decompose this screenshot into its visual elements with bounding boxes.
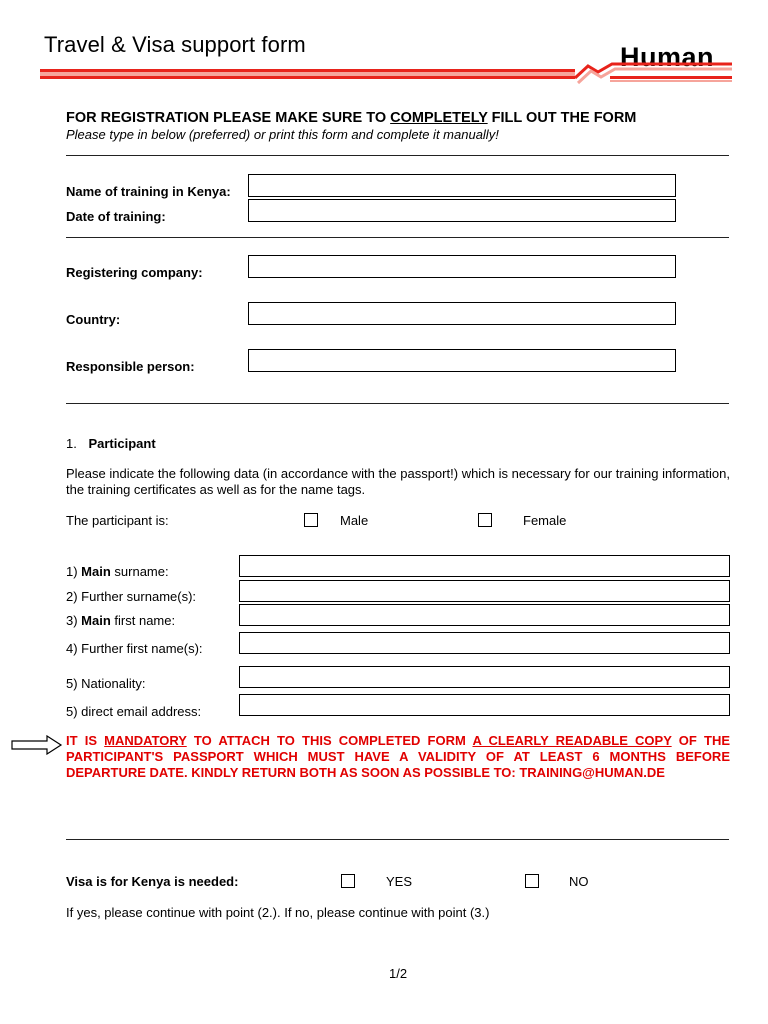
heading-text-start: FOR REGISTRATION PLEASE MAKE SURE TO (66, 110, 391, 126)
label-emphasis: Main (81, 564, 111, 579)
divider (66, 155, 729, 156)
visa-no-checkbox[interactable] (525, 874, 539, 888)
visa-continuation-note: If yes, please continue with point (2.). If no, please continue with point (3.) (66, 905, 490, 920)
training-name-field[interactable] (248, 174, 676, 197)
label-prefix: 5) direct email address: (66, 704, 202, 719)
country-label: Country: (66, 312, 121, 327)
main-surname-field[interactable] (239, 555, 730, 577)
email-label (66, 704, 201, 719)
training-date-field[interactable] (248, 199, 676, 222)
warning-text: OF THE PARTICIPANT'S PASSPORT WHICH MUST HAVE A VALIDITY OF AT LEAST 6 MONTHS BEFORE DEPARTURE DATE. KINDLY RETURN BOTH AS SOON AS POSSIBLE TO: TRAINING@HUMAN.DE (66, 733, 730, 780)
further-surnames-field[interactable] (239, 580, 730, 602)
participant-section-heading (66, 436, 156, 451)
email-field[interactable] (239, 694, 730, 716)
responsible-person-field[interactable] (248, 349, 676, 372)
male-label: Male (340, 513, 369, 528)
responsible-person-label: Responsible person: (66, 359, 195, 374)
label-prefix: 4) Further first name(s): (66, 641, 203, 656)
form-subheading: Please type in below (preferred) or print this form and complete it manually! (66, 127, 499, 142)
visa-needed-label: Visa is for Kenya is needed: (66, 874, 239, 889)
heading-text-end: FILL OUT THE FORM (487, 110, 637, 126)
main-first-name-field[interactable] (239, 604, 730, 626)
visa-no-label: NO (569, 874, 589, 889)
label-prefix: 2) Further surname(s): (66, 589, 197, 604)
divider (66, 237, 729, 238)
warning-emphasis: A CLEARLY READABLE COPY (472, 733, 672, 748)
label-emphasis: Main (81, 613, 111, 628)
form-heading (66, 110, 636, 126)
label-prefix: 3) (66, 613, 82, 628)
further-surnames-label (66, 589, 196, 604)
label-prefix: 1) (66, 564, 82, 579)
visa-yes-checkbox[interactable] (341, 874, 355, 888)
country-field[interactable] (248, 302, 676, 325)
header-stripe (0, 56, 768, 86)
training-name-label: Name of training in Kenya: (66, 184, 231, 199)
registering-company-field[interactable] (248, 255, 676, 278)
female-checkbox[interactable] (478, 513, 492, 527)
male-checkbox[interactable] (304, 513, 318, 527)
further-first-names-label (66, 641, 203, 656)
page-number: 1/2 (389, 966, 408, 981)
warning-text: IT IS (66, 733, 105, 748)
human-logo: Human (620, 42, 715, 72)
registering-company-label: Registering company: (66, 265, 203, 280)
section-title: Participant (88, 436, 156, 451)
warning-emphasis: MANDATORY (104, 733, 187, 748)
label-prefix: 5) Nationality: (66, 676, 146, 691)
form-title: Travel & Visa support form (44, 32, 306, 57)
section-number: 1. (66, 436, 77, 451)
passport-warning (66, 733, 730, 781)
participant-instructions: Please indicate the following data (in accordance with the passport!) which is necessary for our training information, the training certificates as well as for the name tags. (66, 466, 730, 497)
main-surname-label (66, 564, 169, 579)
divider (66, 403, 729, 404)
gender-label: The participant is: (66, 513, 169, 528)
arrow-right-icon (11, 735, 63, 755)
main-first-name-label (66, 613, 175, 628)
label-rest: first name: (110, 613, 176, 628)
nationality-label (66, 676, 145, 691)
training-date-label: Date of training: (66, 209, 166, 224)
warning-text: TO ATTACH TO THIS COMPLETED FORM (186, 733, 473, 748)
visa-yes-label: YES (386, 874, 413, 889)
nationality-field[interactable] (239, 666, 730, 688)
further-first-names-field[interactable] (239, 632, 730, 654)
heading-emphasis: COMPLETELY (390, 110, 488, 126)
label-rest: surname: (110, 564, 169, 579)
divider (66, 839, 729, 840)
female-label: Female (523, 513, 567, 528)
